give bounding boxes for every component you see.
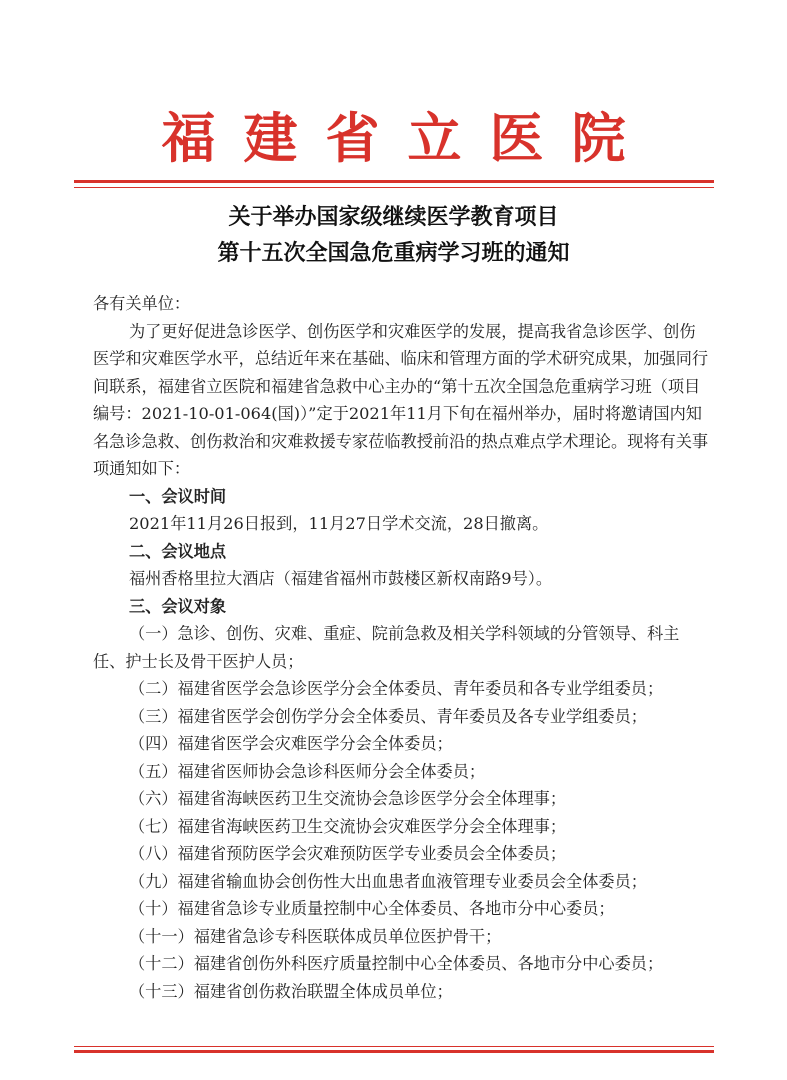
participant-item: （一）急诊、创伤、灾难、重症、院前急救及相关学科领域的分管领导、科主任、护士长及骨干医护人员； (93, 624, 680, 671)
notice-body (93, 290, 711, 1005)
participant-item: （三）福建省医学会创伤学分会全体委员、青年委员及各专业学组委员； (129, 706, 647, 726)
participant-item: （十二）福建省创伤外科医疗质量控制中心全体委员、各地市分中心委员； (129, 954, 664, 973)
letterhead (0, 100, 787, 176)
participant-item: （二）福建省医学会急诊医学分会全体委员、青年委员和各专业学组委员； (129, 679, 664, 698)
section-text-time: 2021年11月26日报到，11月27日学术交流，28日撤离。 (129, 514, 549, 533)
salutation: 各有关单位： (93, 294, 191, 313)
footer-rule (74, 1046, 714, 1053)
section-heading-time: 一、会议时间 (129, 486, 227, 506)
participant-item: （九）福建省输血协会创伤性大出血患者血液管理专业委员会全体委员； (129, 871, 647, 891)
section-text-venue: 福州香格里拉大酒店（福建省福州市鼓楼区新权南路9号）。 (129, 569, 553, 588)
participant-item: （十一）福建省急诊专科医联体成员单位医护骨干； (129, 926, 502, 946)
section-heading-participants: 三、会议对象 (129, 596, 227, 616)
hospital-name: 福建省立医院 (161, 106, 654, 170)
participant-item: （七）福建省海峡医药卫生交流协会灾难医学分会全体理事； (129, 816, 567, 836)
participant-item: （六）福建省海峡医药卫生交流协会急诊医学分会全体理事； (129, 789, 567, 808)
notice-title (40, 200, 747, 272)
letterhead-rule-top (74, 180, 714, 188)
participant-item: （十）福建省急诊专业质量控制中心全体委员、各地市分中心委员； (129, 899, 615, 918)
title-line-2: 第十五次全国急危重病学习班的通知 (217, 241, 570, 266)
title-line-1: 关于举办国家级继续医学教育项目 (228, 205, 559, 230)
participant-item: （八）福建省预防医学会灾难预防医学专业委员会全体委员； (129, 844, 567, 863)
participant-item: （十三）福建省创伤救治联盟全体成员单位； (129, 981, 453, 1001)
intro-paragraph: 为了更好促进急诊医学、创伤医学和灾难医学的发展，提高我省急诊医学、创伤医学和灾难医学水平，总结近年来在基础、临床和管理方面的学术研究成果，加强同行间联系，福建省立医院和福建省急救中心主办的“第十五次全国急危重病学习班（项目编号：2021-10-01-064(国)）”定于2021年11月下旬在福州举办，届时将邀请国内知名急诊急救、创伤救治和灾难救援专家莅临教授前沿的热点难点学术理论。现将有关事项通知如下： (93, 321, 709, 478)
section-heading-venue: 二、会议地点 (129, 541, 227, 561)
participant-item: （五）福建省医师协会急诊科医师分会全体委员； (129, 761, 486, 781)
participant-item: （四）福建省医学会灾难医学分会全体委员； (129, 734, 453, 753)
